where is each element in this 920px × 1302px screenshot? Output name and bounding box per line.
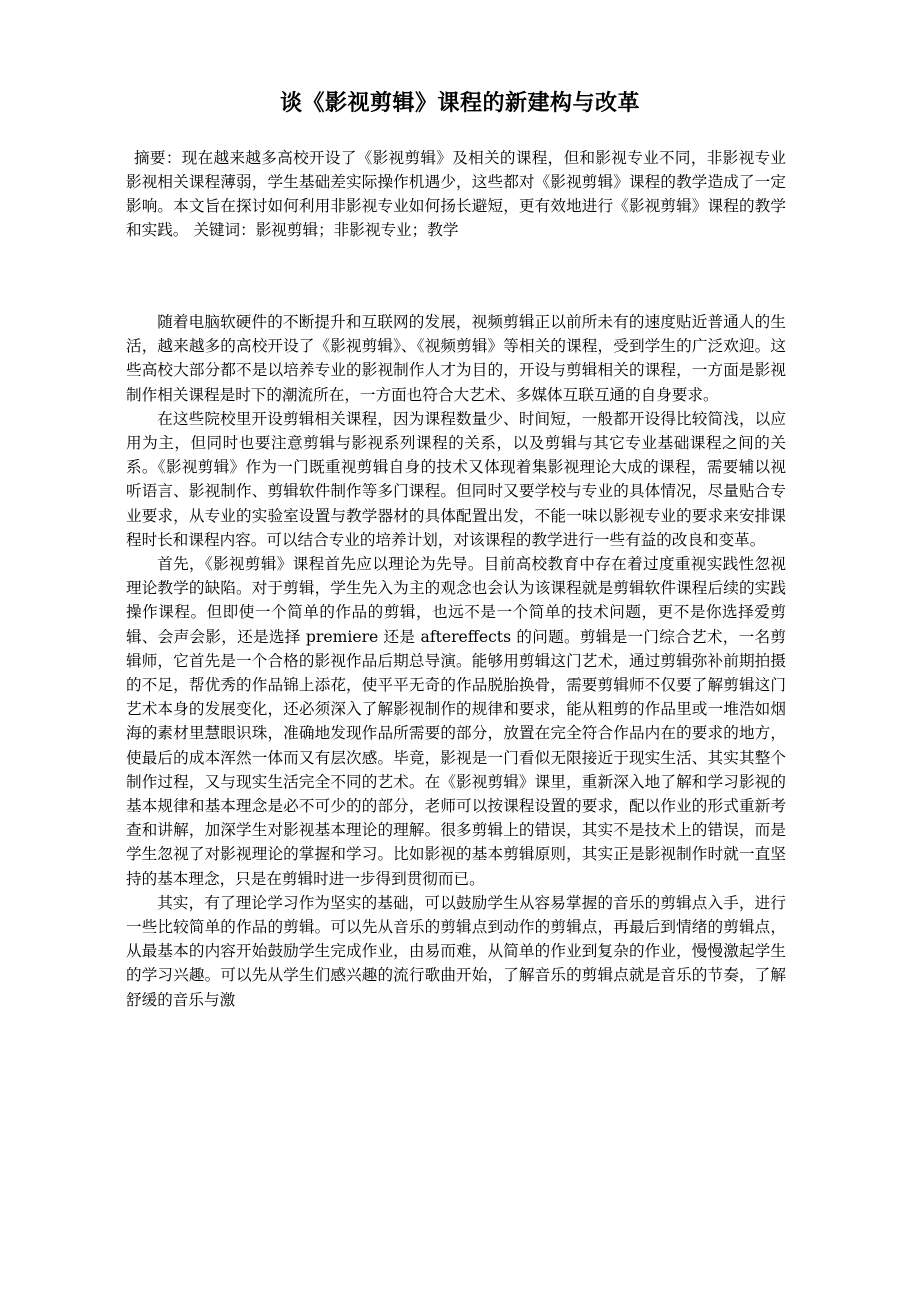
body-paragraph-1: 随着电脑软硬件的不断提升和互联网的发展，视频剪辑正以前所未有的速度贴近普通人的生活，越来越多的高校开设了《影视剪辑》、《视频剪辑》等相关的课程，受到学生的广泛欢迎。这些高校大部分都不是以培养专业的影视制作人才为目的，开设与剪辑相关的课程，一方面是影视制作相关课程是时下的潮流所在，一方面也符合大艺术、多媒体互联互通的自身要求。 [126, 313, 786, 404]
body-paragraph-2: 在这些院校里开设剪辑相关课程，因为课程数量少、时间短，一般都开设得比较简浅，以应用为主，但同时也要注意剪辑与影视系列课程的关系，以及剪辑与其它专业基础课程之间的关系。《影视剪辑》作为一门既重视剪辑自身的技术又体现着集影视理论大成的课程，需要辅以视听语言、影视制作、剪辑软件制作等多门课程。但同时又要学校与专业的具体情况，尽量贴合专业要求，从专业的实验室设置与教学器材的具体配置出发，不能一味以影视专业的要求来安排课程时长和课程内容。可以结合专业的培养计划，对该课程的教学进行一些有益的改良和变革。 [126, 409, 786, 549]
body-paragraph-3: 首先，《影视剪辑》课程首先应以理论为先导。目前高校教育中存在着过度重视实践性忽视理论教学的缺陷。对于剪辑，学生先入为主的观念也会认为该课程就是剪辑软件课程后续的实践操作课程。但即使一个简单的作品的剪辑，也远不是一个简单的技术问题，更不是你选择爱剪辑、会声会影，还是选择 premiere 还是 aftereffects 的问题。剪辑是一门综合艺术，一名剪辑师，它首先是一个合格的影视作品后期总导演。能够用剪辑这门艺术，通过剪辑弥补前期拍摄的不足，帮优秀的作品锦上添花，使平平无奇的作品脱胎换骨，需要剪辑师不仅要了解剪辑这门艺术本身的发展变化，还必须深入了解影视制作的规律和要求，能从粗剪的作品里或一堆浩如烟海的素材里慧眼识珠，准确地发现作品所需要的部分，放置在完全符合作品内在的要求的地方，使最后的成本浑然一体而又有层次感。毕竟，影视是一门看似无限接近于现实生活、其实其整个制作过程，又与现实生活完全不同的艺术。在《影视剪辑》课里，重新深入地了解和学习影视的基本规律和基本理念是必不可少的的部分，老师可以按课程设置的要求，配以作业的形式重新考查和讲解，加深学生对影视基本理论的理解。很多剪辑上的错误，其实不是技术上的错误，而是学生忽视了对影视理论的掌握和学习。比如影视的基本剪辑原则，其实正是影视制作时就一直坚持的基本理念，只是在剪辑时进一步得到贯彻而已。 [126, 555, 786, 888]
document-title: 谈《影视剪辑》课程的新建构与改革 [279, 91, 640, 116]
body-paragraph-4: 其实，有了理论学习作为坚实的基础，可以鼓励学生从容易掌握的音乐的剪辑点入手，进行一些比较简单的作品的剪辑。可以先从音乐的剪辑点到动作的剪辑点，再最后到情绪的剪辑点，从最基本的内容开始鼓励学生完成作业，由易而难，从简单的作业到复杂的作业，慢慢激起学生的学习兴趣。可以先从学生们感兴趣的流行歌曲开始，了解音乐的剪辑点就是音乐的节奏，了解舒缓的音乐与激 [126, 893, 786, 1009]
abstract-paragraph: 摘要：现在越来越多高校开设了《影视剪辑》及相关的课程，但和影视专业不同，非影视专业影视相关课程薄弱，学生基础差实际操作机遇少，这些都对《影视剪辑》课程的教学造成了一定影响。本文旨在探讨如何利用非影视专业如何扬长避短，更有效地进行《影视剪辑》课程的教学和实践。 关键词：影视剪辑；非影视专业；教学 [126, 149, 786, 239]
document-body [126, 310, 786, 1012]
